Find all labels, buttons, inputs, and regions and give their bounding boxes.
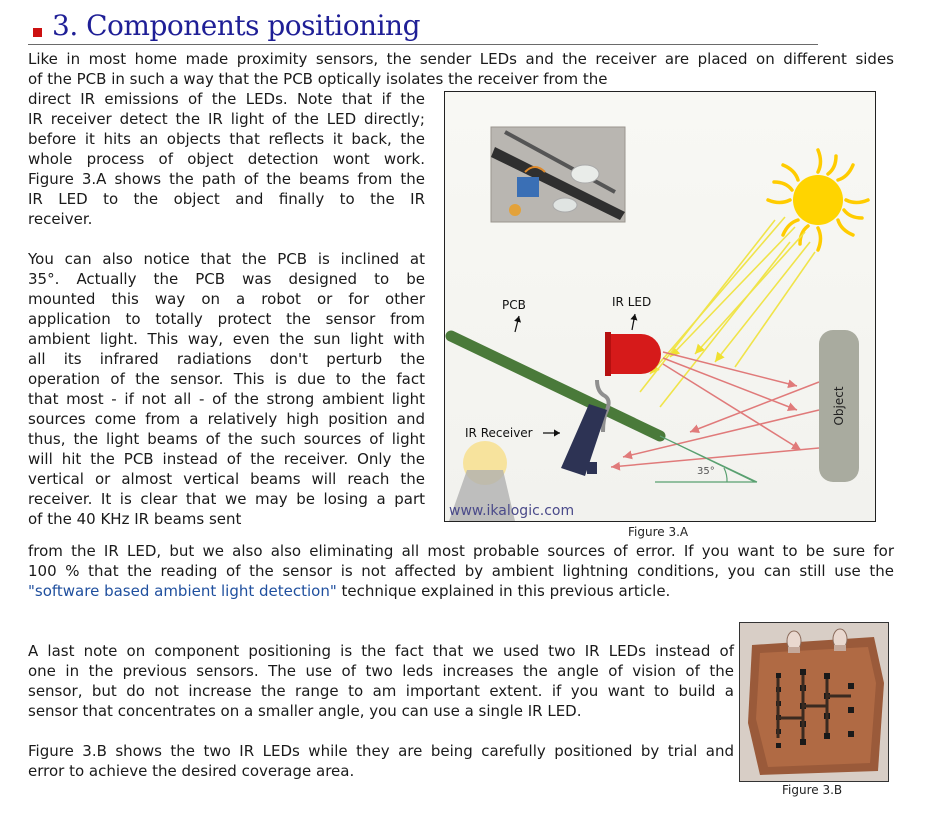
para1-line: before it hits an objects that reflects it back, the [28, 130, 425, 148]
watermark-text: www.ikalogic.com [449, 503, 575, 519]
para1-line: whole process of object detection wont work. [28, 150, 425, 168]
para1-line: IR receiver detect the IR light of the LED directly; [28, 110, 425, 128]
para2-line: ambient light. This way, even the sun light with [28, 330, 425, 348]
section-title: 3. Components positioning [52, 9, 421, 42]
para2-line: application to totally protect the sensor from [28, 310, 425, 328]
para2-line: sources come from a relatively high position and [28, 410, 425, 428]
para1-line: IR LED to the object and finally to the IR [28, 190, 425, 208]
para2-cont-line: 100 % that the reading of the sensor is not affected by ambient lightning conditions, you can still use the [28, 562, 894, 580]
para4-line: Figure 3.B shows the two IR LEDs while they are being carefully positioned by trial and [28, 742, 734, 760]
para2-line: receiver. It is clear that we may be losing a part [28, 490, 425, 508]
ambient-light-detection-link[interactable]: "software based ambient light detection" [28, 582, 337, 600]
para2-line: of the 40 KHz IR beams sent [28, 510, 242, 528]
para2-line: will hit the PCB instead of the receiver. Only the [28, 450, 425, 468]
para2-link-line [28, 581, 670, 601]
para3-line: sensor, but do not increase the range to am important extent. if you want to build a [28, 682, 734, 700]
para1-line: Figure 3.A shows the path of the beams from the [28, 170, 425, 188]
para1-line: receiver. [28, 210, 93, 228]
para1-line: of the PCB in such a way that the PCB optically isolates the receiver from the [28, 70, 608, 88]
sensor-photo-inset [491, 127, 625, 222]
figure-3b-photo [739, 622, 889, 782]
figure-3a-diagram [444, 91, 876, 522]
para2-cont-line: from the IR LED, but we also also eliminating all most probable sources of error. If you want to be sure for [28, 542, 894, 560]
para2-line: 35°. Actually the PCB was designed to be [28, 270, 425, 288]
para1-line: Like in most home made proximity sensors, the sender LEDs and the receiver are placed on different sides [28, 50, 894, 68]
pcb-label: PCB [502, 298, 526, 312]
para2-line: mounted this way on a robot or for other [28, 290, 425, 308]
after-link-text: technique explained in this previous article. [336, 582, 671, 600]
para2-line: thus, the light beams of the such sources of light [28, 430, 425, 448]
para2-line: that most - if not all - of the strong ambient light [28, 390, 425, 408]
section-heading [28, 8, 818, 45]
ir-led-label: IR LED [612, 295, 652, 309]
angle-label: 35° [697, 466, 715, 477]
para2-line: operation of the sensor. This is due to the fact [28, 370, 425, 388]
object-label: Object [832, 386, 846, 426]
para1-line: direct IR emissions of the LEDs. Note that if the [28, 90, 425, 108]
para3-line: A last note on component positioning is the fact that we used two IR LEDs instead of [28, 642, 734, 660]
para2-line: vertical or almost vertical beams will reach the [28, 470, 425, 488]
para3-line: sensor that concentrates on a smaller angle, you can use a single IR LED. [28, 702, 582, 720]
para2-line: all its infrared radiations don't perturb the [28, 350, 425, 368]
figure-3a-caption: Figure 3.A [628, 525, 689, 539]
para2-line: You can also notice that the PCB is inclined at [28, 250, 425, 268]
figure-3b-caption: Figure 3.B [782, 783, 843, 797]
para3-line: one in the previous sensors. The use of two leds increases the angle of vision of the [28, 662, 734, 680]
ir-receiver-label: IR Receiver [465, 426, 533, 440]
para4-line: error to achieve the desired coverage area. [28, 762, 355, 780]
heading-bullet-icon [33, 28, 42, 37]
